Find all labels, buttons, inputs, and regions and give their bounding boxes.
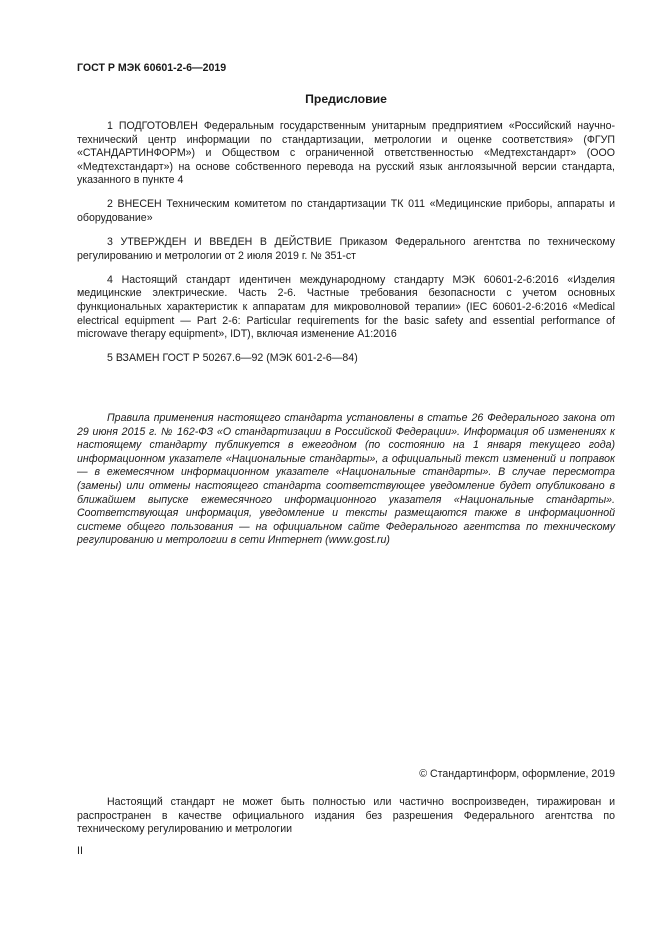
foreword-item-4: 4 Настоящий стандарт идентичен международному стандарту МЭК 60601-2-6:2016 «Изделия медицинские электрические. Часть 2-6. Частные требования безопасности с учетом основных функциональных характеристик к аппаратам для микроволновой терапии» (IEC 60601-2-6:2016 «Medical electrical equipment — Part 2-6: Particular requirements for the basic safety and essential performance of microwave therapy equipment», IDT), включая изменение А1:2016: [77, 273, 615, 341]
foreword-item-3: 3 УТВЕРЖДЕН И ВВЕДЕН В ДЕЙСТВИЕ Приказом Федерального агентства по техническому регулированию и метрологии от 2 июля 2019 г. № 351-ст: [77, 236, 615, 262]
page-title: Предисловие: [305, 92, 387, 106]
reproduction-notice: Настоящий стандарт не может быть полностью или частично воспроизведен, тиражирован и распространен в качестве официального издания без разрешения Федерального агентства по техническому регулированию и метрологии: [77, 796, 615, 836]
foreword-item-2: 2 ВНЕСЕН Техническим комитетом по стандартизации ТК 011 «Медицинские приборы, аппараты и оборудование»: [77, 198, 615, 225]
foreword-items: [77, 120, 615, 376]
page-number: II: [77, 845, 83, 857]
copyright-line: © Стандартинформ, оформление, 2019: [419, 768, 615, 780]
document-code-header: ГОСТ Р МЭК 60601-2-6—2019: [77, 62, 227, 74]
foreword-item-5: 5 ВЗАМЕН ГОСТ Р 50267.6—92 (МЭК 601-2-6—84): [107, 352, 358, 365]
foreword-item-1: 1 ПОДГОТОВЛЕН Федеральным государственным унитарным предприятием «Российский научно-технический центр информации по стандартизации, метрологии и оценке соответствия» (ФГУП «СТАНДАРТИНФОРМ») и Обществом с ограниченной ответственностью «Медтехстандарт» (ООО «Медтехстандарт») на основе собственного перевода на русский язык англоязычной версии стандарта, указанного в пункте 4: [77, 120, 615, 187]
application-rules-notice: Правила применения настоящего стандарта установлены в статье 26 Федерального закона от 29 июня 2015 г. № 162-ФЗ «О стандартизации в Российской Федерации». Информация об изменениях к настоящему стандарту публикуется в ежегодном (по состоянию на 1 января текущего года) информационном указателе «Национальные стандарты», а официальный текст изменений и поправок — в ежемесячном информационном указателе «Национальные стандарты». В случае пересмотра (замены) или отмены настоящего стандарта соответствующее уведомление будет опубликовано в ближайшем выпуске ежемесячного информационного указателя «Национальные стандарты». Соответствующая информация, уведомление и тексты размещаются также в информационной системе общего пользования — на официальном сайте Федерального агентства по техническому регулированию и метрологии в сети Интернет (www.gost.ru): [77, 412, 615, 547]
